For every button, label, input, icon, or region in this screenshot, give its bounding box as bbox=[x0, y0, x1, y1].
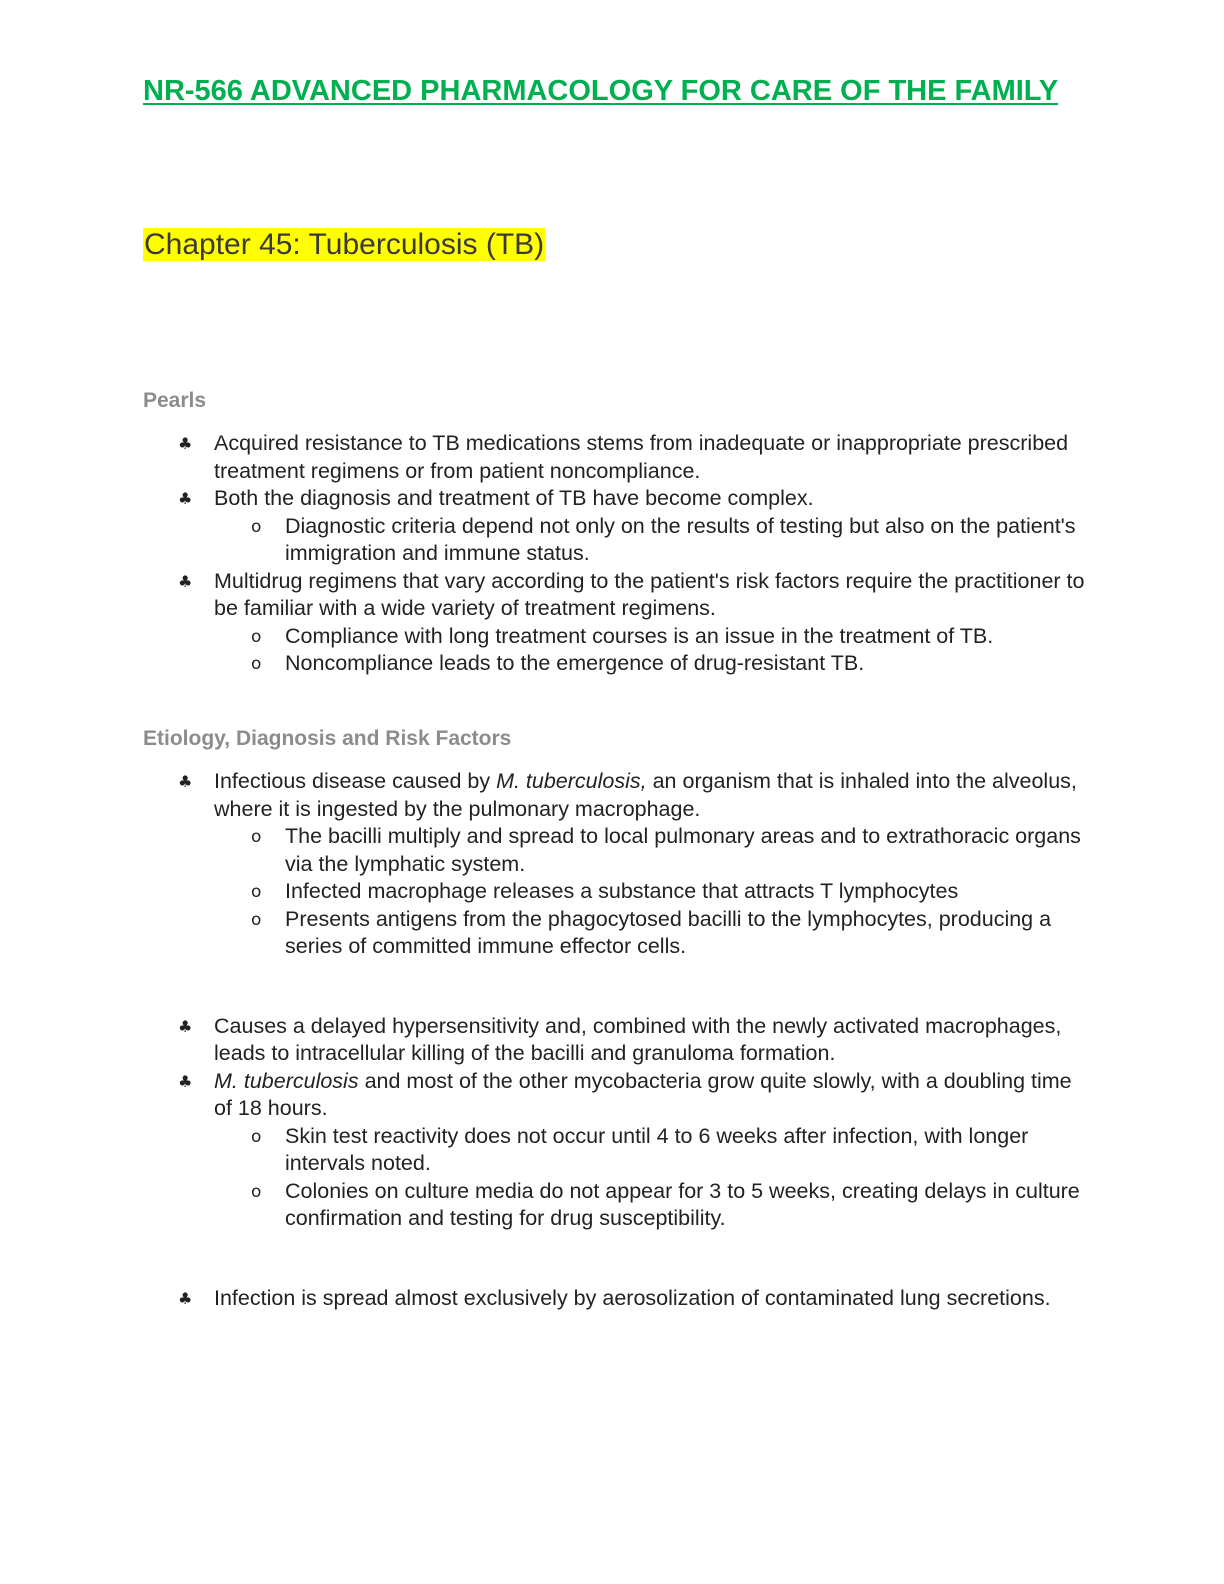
chapter-heading bbox=[143, 227, 545, 263]
spacer bbox=[214, 961, 1094, 1013]
bullet-text: Causes a delayed hypersensitivity and, combined with the newly activated macrophages, leads to intracellular killing of the bacilli and granuloma formation. bbox=[214, 1013, 1062, 1065]
sub-bullet-text: Skin test reactivity does not occur until 4 to 6 weeks after infection, with longer intervals noted. bbox=[285, 1123, 1029, 1175]
sub-bullet-text: The bacilli multiply and spread to local pulmonary areas and to extrathoracic organs via the lymphatic system. bbox=[285, 824, 1081, 876]
list-item bbox=[0, 1068, 1224, 1285]
circle-bullet-icon: o bbox=[251, 626, 262, 647]
sub-bullet-text: Colonies on culture media do not appear for 3 to 5 weeks, creating delays in culture confirmation and testing for drug susceptibility. bbox=[285, 1178, 1080, 1230]
sub-list-item bbox=[214, 1123, 1094, 1178]
sub-list-item bbox=[214, 906, 1094, 961]
circle-bullet-icon: o bbox=[251, 827, 262, 847]
sub-bullet-text: Infected macrophage releases a substance that attracts T lymphocytes bbox=[285, 879, 959, 903]
bullet-text bbox=[214, 1069, 1072, 1121]
list-item bbox=[0, 430, 1224, 485]
bullet-text-part: an organism that is inhaled into the alveolus, where it is ingested by the pulmonary macrophage. bbox=[214, 769, 1077, 821]
bullet-text: Acquired resistance to TB medications stems from inadequate or inappropriate prescribed treatment regimens or from patient noncompliance. bbox=[214, 431, 1069, 483]
list-item bbox=[0, 568, 1224, 678]
list-item bbox=[0, 1285, 1224, 1313]
circle-bullet-icon: o bbox=[251, 654, 262, 674]
sub-list bbox=[214, 823, 1094, 961]
sub-list-item bbox=[214, 650, 1094, 678]
organism-name: M. tuberculosis, bbox=[496, 769, 647, 793]
bullet-text: Infection is spread almost exclusively by aerosolization of contaminated lung secretions. bbox=[214, 1285, 1051, 1310]
etiology-heading: Etiology, Diagnosis and Risk Factors bbox=[143, 727, 512, 750]
sub-list bbox=[214, 513, 1094, 568]
sub-bullet-text: Compliance with long treatment courses is an issue in the treatment of TB. bbox=[285, 623, 994, 648]
sub-list-item bbox=[214, 1178, 1094, 1233]
sub-bullet-text: Presents antigens from the phagocytosed bacilli to the lymphocytes, producing a series of committed immune effector cells. bbox=[285, 906, 1052, 958]
club-bullet-icon: ♣ bbox=[178, 1016, 193, 1036]
document-title: NR-566 ADVANCED PHARMACOLOGY FOR CARE OF THE FAMILY bbox=[143, 75, 1059, 107]
etiology-list bbox=[0, 768, 1224, 1312]
bullet-text-part: Infectious disease caused by bbox=[214, 769, 497, 793]
list-item bbox=[0, 768, 1224, 1013]
club-bullet-icon: ♣ bbox=[178, 489, 193, 508]
sub-bullet-text: Noncompliance leads to the emergence of drug-resistant TB. bbox=[285, 651, 865, 675]
sub-list-item bbox=[214, 878, 1094, 906]
list-item bbox=[0, 1013, 1224, 1068]
club-bullet-icon: ♣ bbox=[178, 1288, 193, 1308]
chapter-highlight: Chapter 45: Tuberculosis (TB) bbox=[144, 228, 545, 261]
organism-name: M. tuberculosis bbox=[214, 1068, 359, 1093]
sub-bullet-text: Diagnostic criteria depend not only on the results of testing but also on the patient's immigration and immune status. bbox=[285, 513, 1076, 565]
circle-bullet-icon: o bbox=[251, 1181, 262, 1202]
list-item bbox=[0, 485, 1224, 568]
circle-bullet-icon: o bbox=[251, 516, 262, 537]
spacer bbox=[214, 1233, 1094, 1285]
sub-list bbox=[214, 623, 1094, 678]
sub-list-item bbox=[214, 623, 1094, 651]
bullet-text: Both the diagnosis and treatment of TB have become complex. bbox=[214, 486, 814, 510]
bullet-text bbox=[214, 769, 1077, 821]
pearls-heading: Pearls bbox=[143, 389, 207, 412]
club-bullet-icon: ♣ bbox=[178, 1071, 193, 1091]
sub-list bbox=[214, 1123, 1094, 1233]
club-bullet-icon: ♣ bbox=[178, 772, 193, 791]
club-bullet-icon: ♣ bbox=[178, 434, 193, 453]
bullet-text: Multidrug regimens that vary according to the patient's risk factors require the practitioner to be familiar with a wide variety of treatment regimens. bbox=[214, 568, 1085, 620]
bullet-text-part: and most of the other mycobacteria grow quite slowly, with a doubling time of 18 hours. bbox=[214, 1068, 1072, 1120]
circle-bullet-icon: o bbox=[251, 882, 262, 902]
circle-bullet-icon: o bbox=[251, 1126, 262, 1147]
circle-bullet-icon: o bbox=[251, 909, 262, 930]
pearls-list bbox=[0, 430, 1224, 678]
sub-list-item bbox=[214, 513, 1094, 568]
sub-list-item bbox=[214, 823, 1094, 878]
club-bullet-icon: ♣ bbox=[178, 571, 193, 591]
